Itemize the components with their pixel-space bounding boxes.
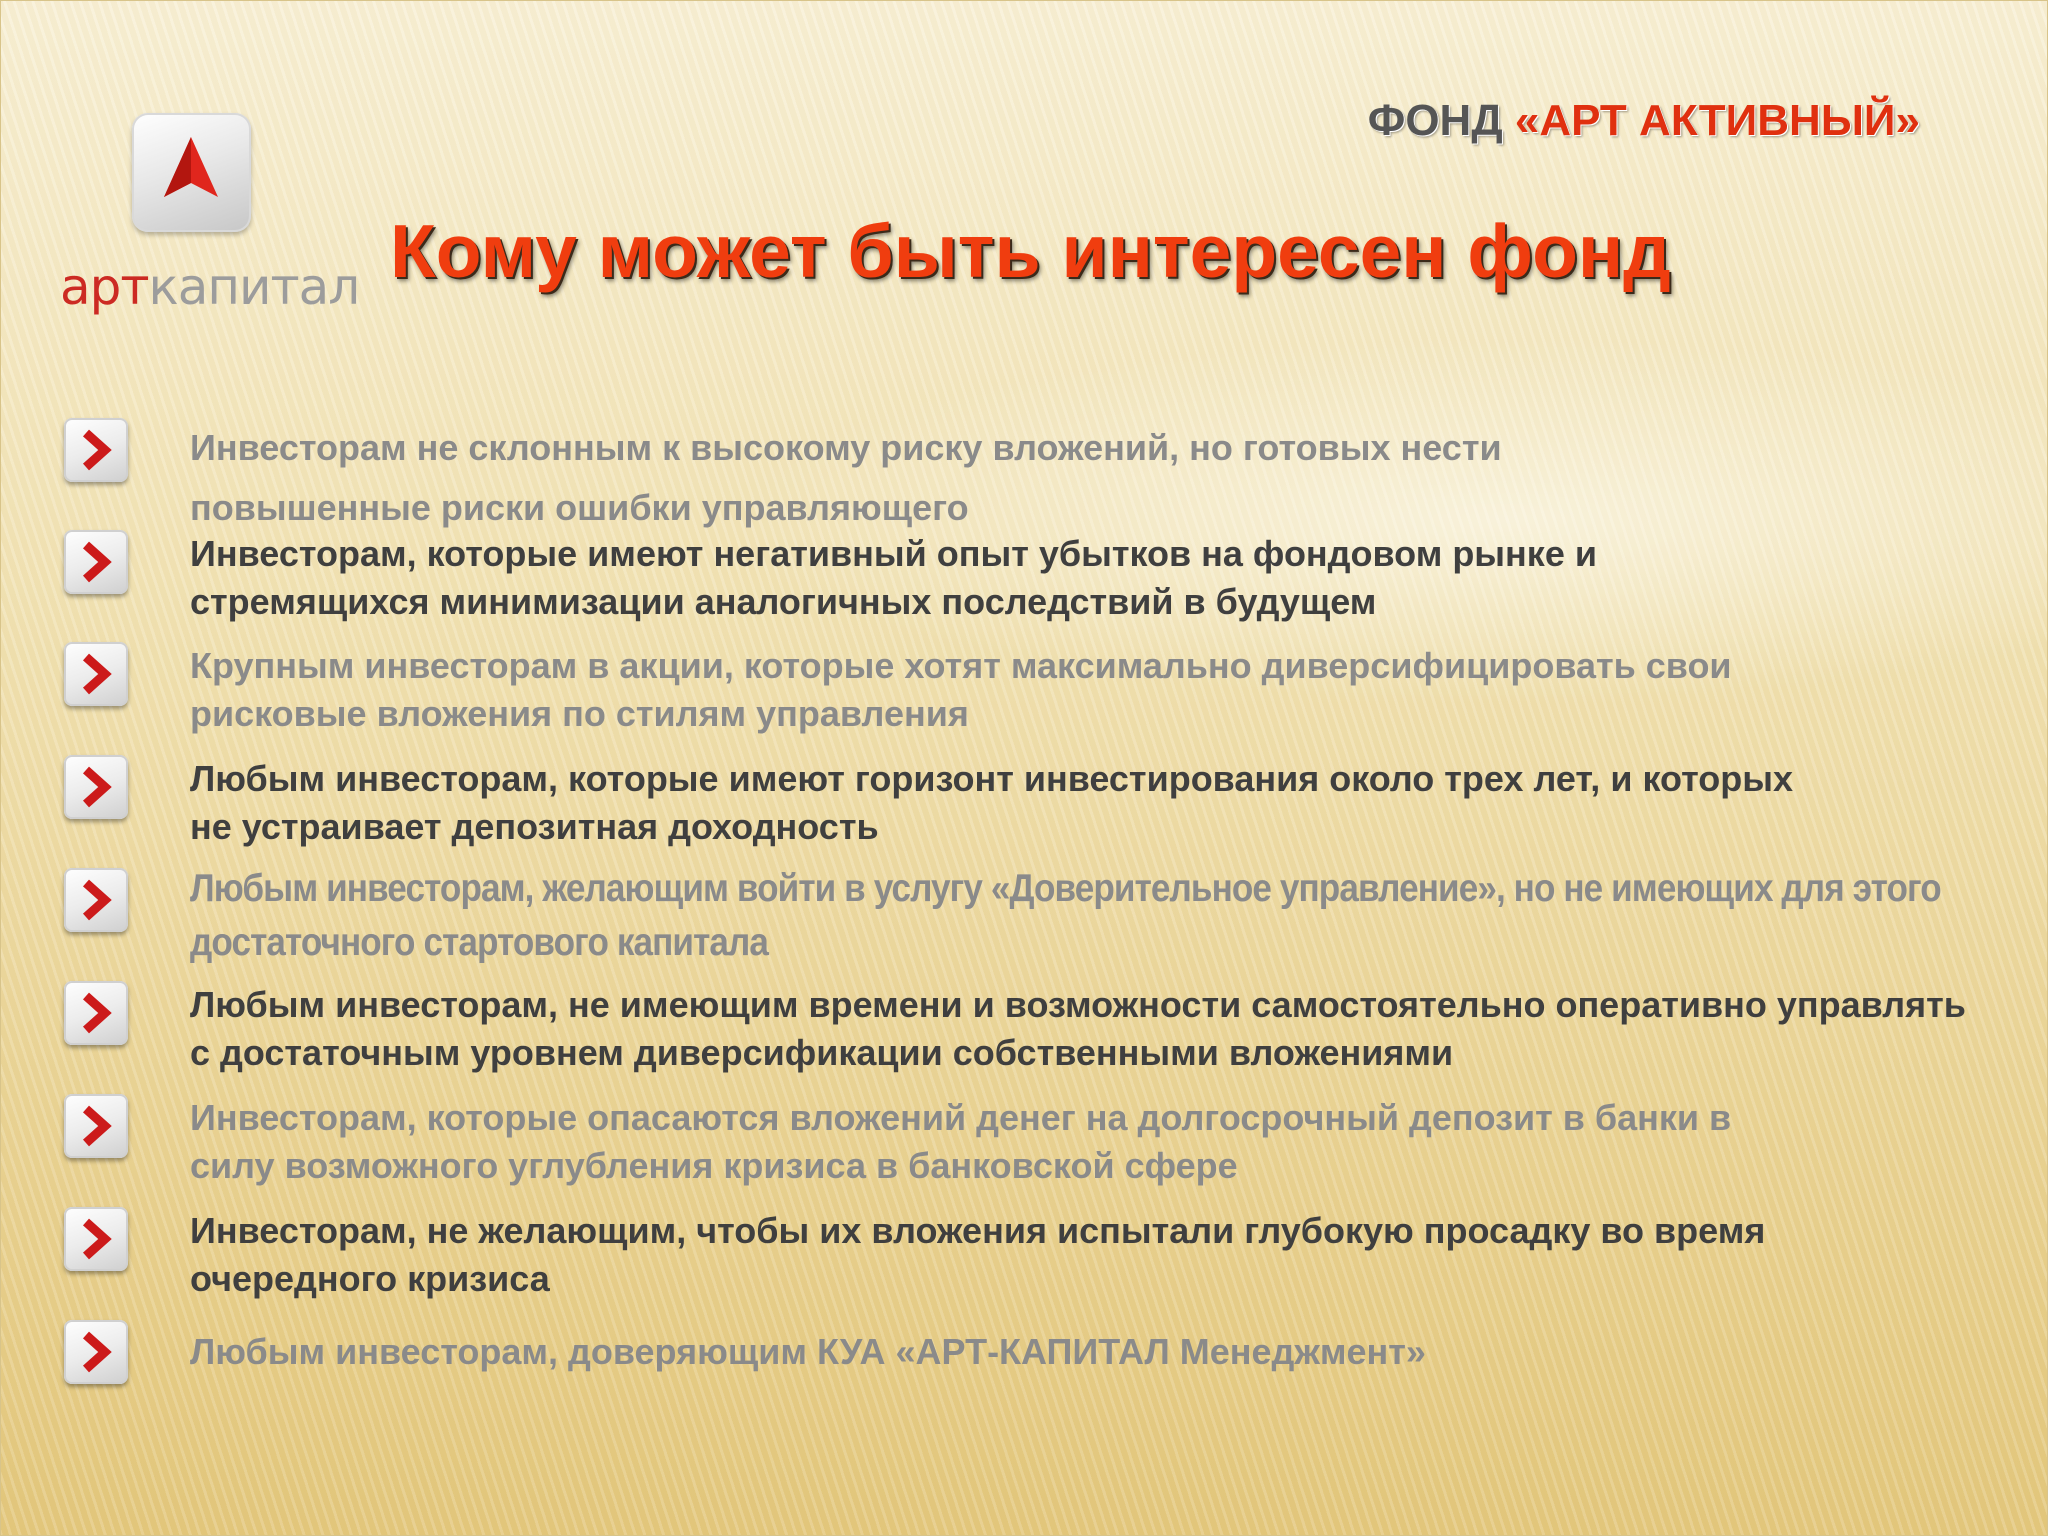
chevron-right-icon bbox=[64, 1207, 128, 1271]
list-item-text: Любым инвесторам, желающим войти в услугу «Доверительное управление», но не имеющих для этого достаточного стартового капитала bbox=[190, 867, 1941, 964]
bullet-button bbox=[64, 530, 128, 594]
bullet-button bbox=[64, 418, 128, 482]
list-item-text: Инвесторам, которые имеют негативный опыт убытков на фондовом рынке и стремящихся минимизации аналогичных последствий в будущем bbox=[190, 533, 1597, 622]
chevron-right-icon bbox=[64, 418, 128, 482]
fund-name: «АРТ АКТИВНЫЙ» bbox=[1514, 96, 1920, 145]
chevron-right-icon bbox=[64, 642, 128, 706]
chevron-right-icon bbox=[64, 1094, 128, 1158]
chevron-right-icon bbox=[64, 530, 128, 594]
logo-text-capital: капитал bbox=[148, 258, 360, 316]
list-item-text: Инвесторам, не желающим, чтобы их вложения испытали глубокую просадку во время очередного кризиса bbox=[190, 1210, 1766, 1299]
chevron-right-icon bbox=[64, 755, 128, 819]
bullet-button bbox=[64, 1207, 128, 1271]
list-item-text: Инвесторам не склонным к высокому риску вложений, но готовых нести повышенные риски ошибки управляющего bbox=[190, 427, 1502, 528]
logo-text-art: арт bbox=[60, 258, 149, 316]
bullet-button bbox=[64, 981, 128, 1045]
bullet-button bbox=[64, 1320, 128, 1384]
bullet-button bbox=[64, 755, 128, 819]
bullet-button bbox=[64, 868, 128, 932]
list-item-text: Любым инвесторам, доверяющим КУА «АРТ-КАПИТАЛ Менеджмент» bbox=[190, 1331, 1426, 1372]
bullet-button bbox=[64, 642, 128, 706]
slide-title: Кому может быть интересен фонд bbox=[390, 209, 1671, 293]
list-item-text: Инвесторам, которые опасаются вложений денег на долгосрочный депозит в банки в силу возможного углубления кризиса в банковской сфере bbox=[190, 1097, 1732, 1186]
chevron-right-icon bbox=[64, 1320, 128, 1384]
bullet-button bbox=[64, 1094, 128, 1158]
list-item-text: Любым инвесторам, которые имеют горизонт инвестирования около трех лет, и которых не устраивает депозитная доходность bbox=[190, 758, 1793, 847]
chevron-right-icon bbox=[64, 981, 128, 1045]
fund-prefix: ФОНД bbox=[1367, 96, 1503, 145]
chevron-right-icon bbox=[64, 868, 128, 932]
list-item-text: Крупным инвесторам в акции, которые хотят максимально диверсифицировать свои рисковые вложения по стилям управления bbox=[190, 645, 1732, 734]
list-item-text: Любым инвесторам, не имеющим времени и возможности самостоятельно оперативно управлять с достаточным уровнем диверсификации собственными вложениями bbox=[190, 984, 1966, 1073]
